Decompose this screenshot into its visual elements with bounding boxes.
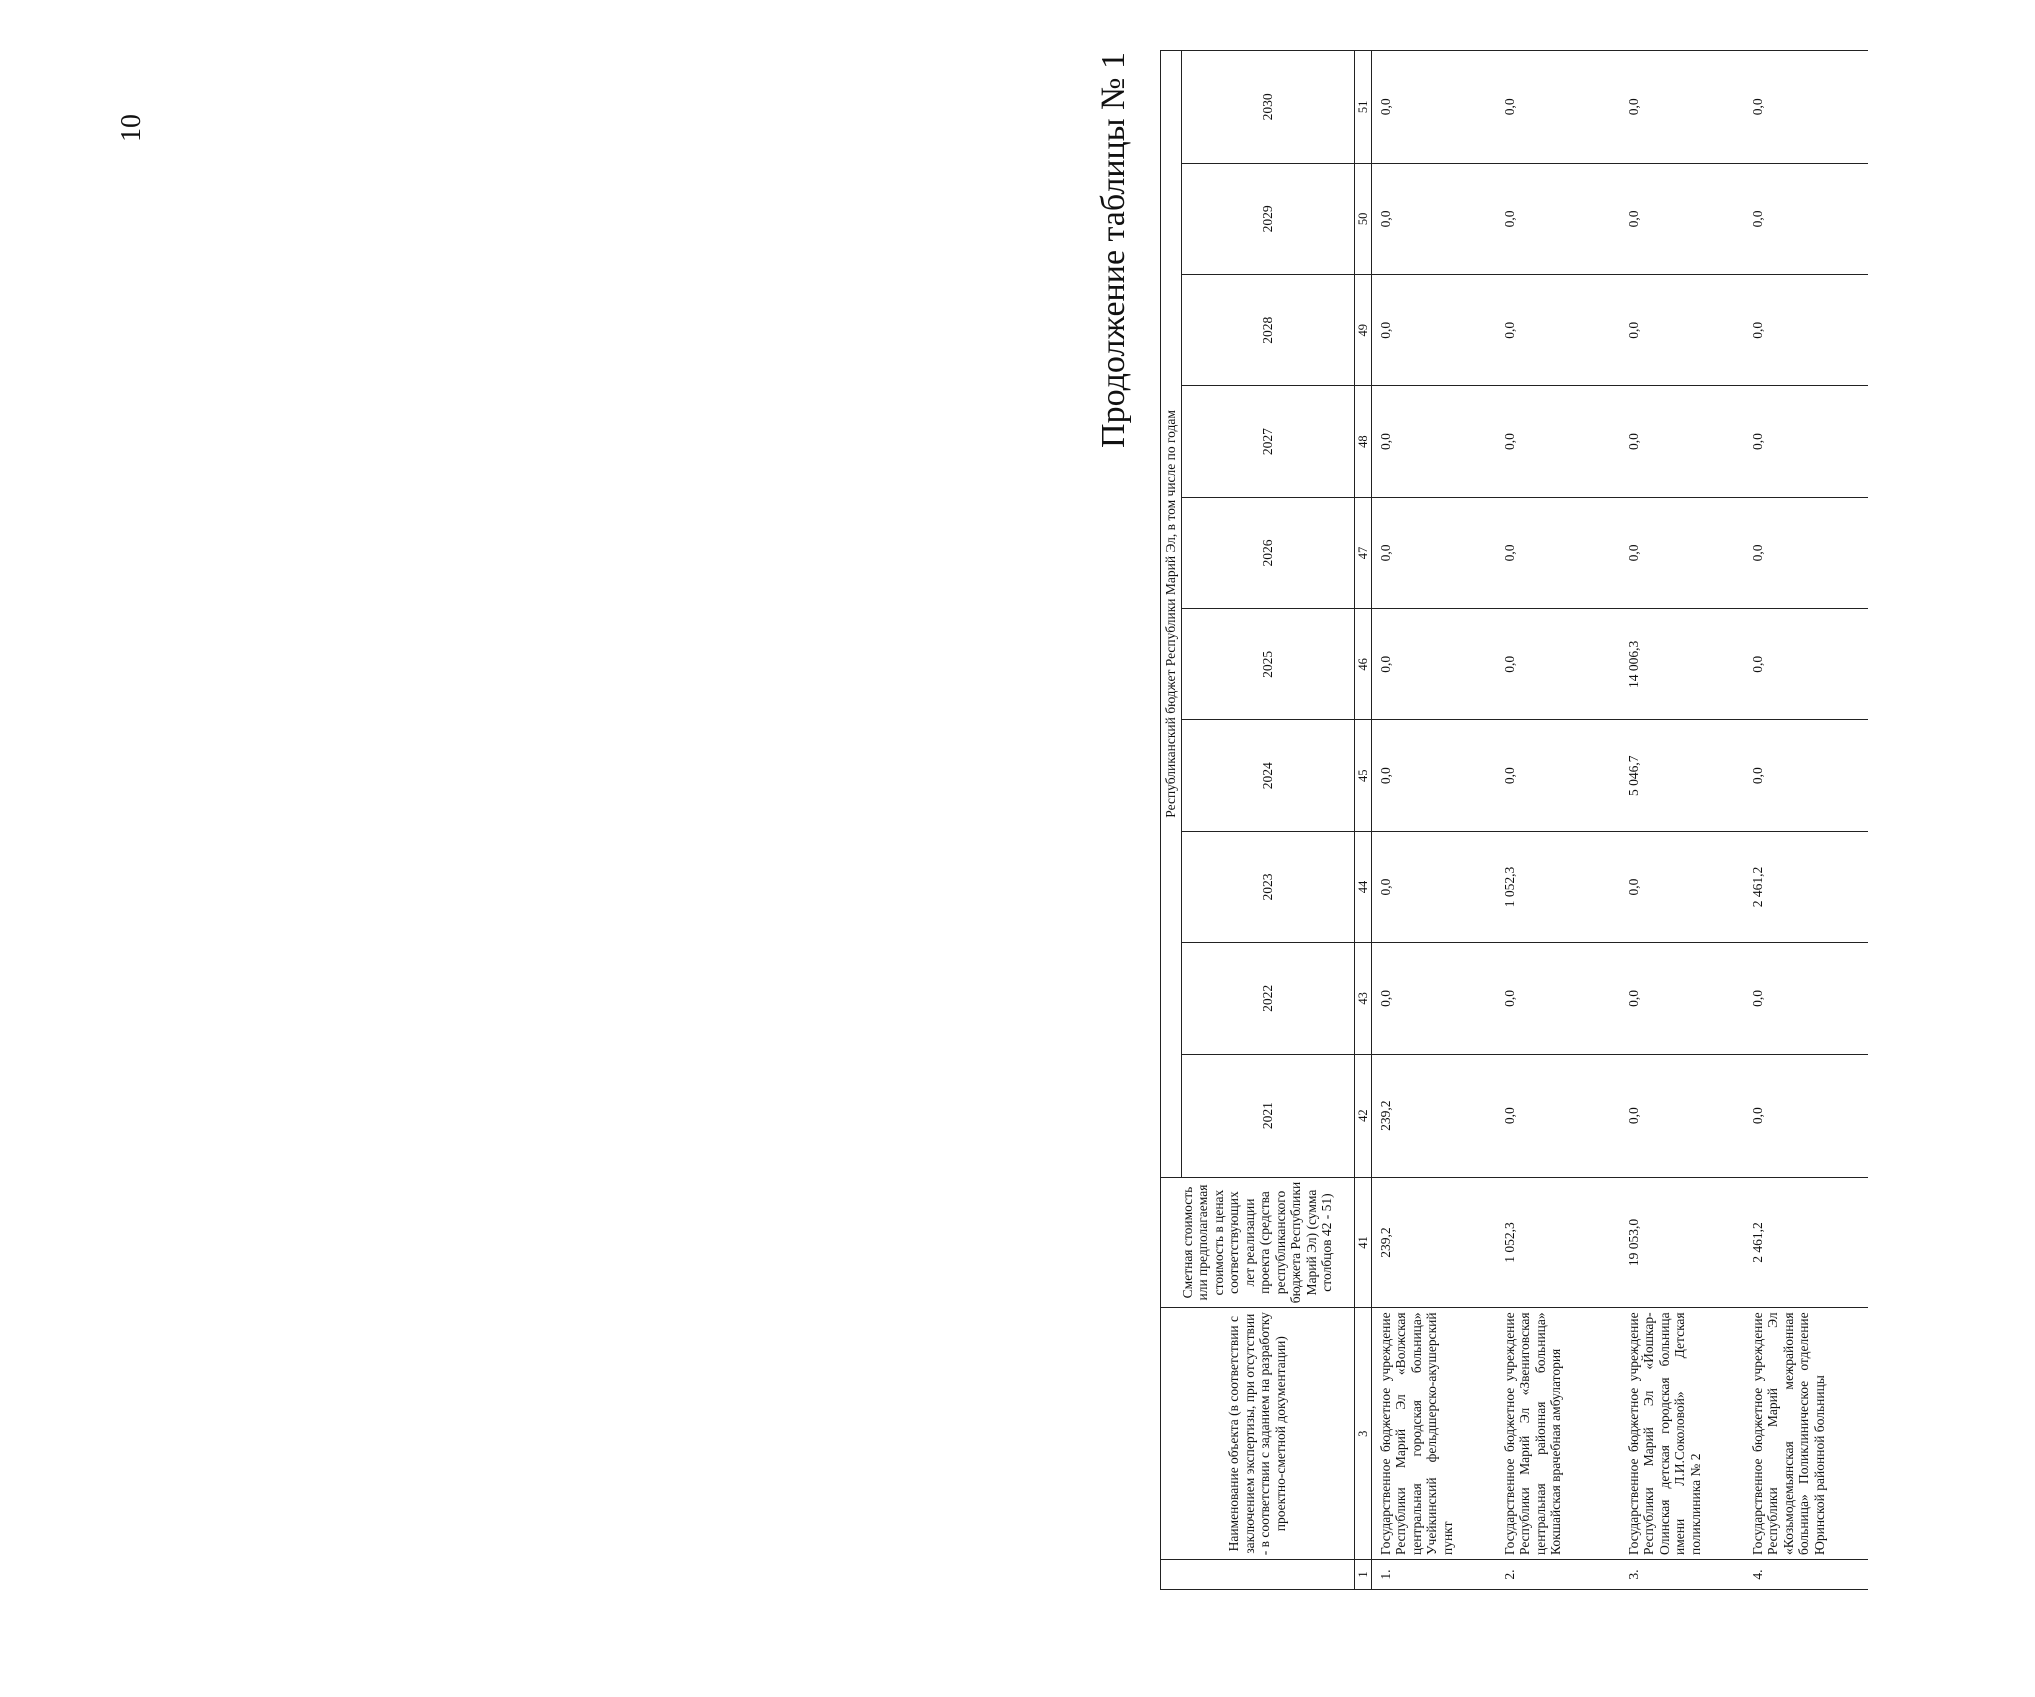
total-cost: 239,2 bbox=[1371, 1177, 1496, 1308]
column-number: 3 bbox=[1354, 1308, 1371, 1560]
column-number: 46 bbox=[1354, 609, 1371, 720]
column-number: 50 bbox=[1354, 163, 1371, 274]
year-value: 0,0 bbox=[1496, 51, 1620, 164]
year-value: 0,0 bbox=[1744, 163, 1868, 274]
year-value: 0,0 bbox=[1744, 943, 1868, 1054]
year-value: 0,0 bbox=[1496, 1054, 1620, 1177]
header-rownum-blank bbox=[1161, 1560, 1355, 1590]
year-value: 0,0 bbox=[1620, 497, 1744, 608]
year-header: 2027 bbox=[1181, 386, 1354, 497]
column-number: 48 bbox=[1354, 386, 1371, 497]
year-header: 2022 bbox=[1181, 943, 1354, 1054]
table-row bbox=[1620, 51, 1744, 1590]
header-object-name: Наименование объекта (в соответствии с заключением экспертизы, при отсутствии - в соответствии с заданием на разработку проектно-сметной документации) bbox=[1161, 1308, 1355, 1560]
year-value: 0,0 bbox=[1620, 1054, 1744, 1177]
row-number: 1. bbox=[1371, 1560, 1496, 1590]
year-value: 5 046,7 bbox=[1620, 720, 1744, 831]
year-value: 0,0 bbox=[1371, 275, 1496, 386]
header-republican-budget: Республиканский бюджет Республики Марий Эл, в том числе по годам bbox=[1161, 51, 1182, 1178]
year-value: 0,0 bbox=[1620, 943, 1744, 1054]
year-value: 0,0 bbox=[1371, 720, 1496, 831]
year-value: 0,0 bbox=[1744, 609, 1868, 720]
object-name: Государственное бюджетное учреждение Республики Марий Эл «Звениговская центральная районная больница» Кокшайская врачебная амбулатория bbox=[1496, 1308, 1620, 1560]
year-value: 0,0 bbox=[1620, 51, 1744, 164]
year-value: 0,0 bbox=[1496, 163, 1620, 274]
year-value: 239,2 bbox=[1371, 1054, 1496, 1177]
year-value: 0,0 bbox=[1371, 386, 1496, 497]
year-value: 0,0 bbox=[1371, 943, 1496, 1054]
header-row-1 bbox=[1161, 51, 1182, 1590]
column-number: 44 bbox=[1354, 831, 1371, 942]
column-number: 49 bbox=[1354, 275, 1371, 386]
column-number: 51 bbox=[1354, 51, 1371, 164]
year-value: 0,0 bbox=[1744, 51, 1868, 164]
year-header: 2021 bbox=[1181, 1054, 1354, 1177]
column-number: 43 bbox=[1354, 943, 1371, 1054]
column-number: 1 bbox=[1354, 1560, 1371, 1590]
column-number: 41 bbox=[1354, 1177, 1371, 1308]
table-row bbox=[1371, 51, 1496, 1590]
year-value: 0,0 bbox=[1620, 275, 1744, 386]
column-number: 47 bbox=[1354, 497, 1371, 608]
year-value: 0,0 bbox=[1744, 386, 1868, 497]
total-cost: 2 461,2 bbox=[1744, 1177, 1868, 1308]
total-cost: 1 052,3 bbox=[1496, 1177, 1620, 1308]
year-value: 0,0 bbox=[1496, 497, 1620, 608]
year-value: 1 052,3 bbox=[1496, 831, 1620, 942]
year-value: 0,0 bbox=[1496, 386, 1620, 497]
object-name: Государственное бюджетное учреждение Республики Марий Эл «Козьмодемьянская межрайонная больница» Поликлиническое отделение Юринской районной больницы bbox=[1744, 1308, 1868, 1560]
row-number: 2. bbox=[1496, 1560, 1620, 1590]
year-value: 0,0 bbox=[1620, 163, 1744, 274]
year-header: 2029 bbox=[1181, 163, 1354, 274]
year-value: 0,0 bbox=[1371, 163, 1496, 274]
year-header: 2030 bbox=[1181, 51, 1354, 164]
header-estimated-cost: Сметная стоимость или предполагаемая стоимость в ценах соответствующих лет реализации проекта (средства республиканского бюджета Республики Марий Эл) (сумма столбцов 42 - 51) bbox=[1161, 1177, 1355, 1308]
year-value: 0,0 bbox=[1371, 609, 1496, 720]
year-value: 0,0 bbox=[1620, 831, 1744, 942]
year-value: 0,0 bbox=[1744, 1054, 1868, 1177]
row-number: 3. bbox=[1620, 1560, 1744, 1590]
year-header: 2028 bbox=[1181, 275, 1354, 386]
year-value: 0,0 bbox=[1371, 497, 1496, 608]
year-value: 0,0 bbox=[1496, 720, 1620, 831]
year-value: 0,0 bbox=[1371, 51, 1496, 164]
table-row bbox=[1744, 51, 1868, 1590]
year-value: 14 006,3 bbox=[1620, 609, 1744, 720]
budget-table bbox=[1160, 50, 1868, 1590]
total-cost: 19 053,0 bbox=[1620, 1177, 1744, 1308]
year-header: 2026 bbox=[1181, 497, 1354, 608]
year-header: 2024 bbox=[1181, 720, 1354, 831]
year-value: 0,0 bbox=[1371, 831, 1496, 942]
page-number: 10 bbox=[116, 114, 147, 142]
table-row bbox=[1496, 51, 1620, 1590]
rotated-page-content bbox=[1035, 50, 2035, 1590]
year-value: 0,0 bbox=[1496, 943, 1620, 1054]
year-value: 0,0 bbox=[1744, 497, 1868, 608]
object-name: Государственное бюджетное учреждение Республики Марий Эл «Йошкар-Олинская детская городская больница имени Л.И.Соколовой» Детская поликлиника № 2 bbox=[1620, 1308, 1744, 1560]
year-value: 0,0 bbox=[1496, 275, 1620, 386]
year-value: 0,0 bbox=[1744, 720, 1868, 831]
column-number: 45 bbox=[1354, 720, 1371, 831]
column-number: 42 bbox=[1354, 1054, 1371, 1177]
table-title: Продолжение таблицы № 1 bbox=[1095, 52, 1132, 448]
year-header: 2023 bbox=[1181, 831, 1354, 942]
year-value: 0,0 bbox=[1744, 275, 1868, 386]
column-number-row bbox=[1354, 51, 1371, 1590]
row-number: 4. bbox=[1744, 1560, 1868, 1590]
year-value: 2 461,2 bbox=[1744, 831, 1868, 942]
object-name: Государственное бюджетное учреждение Республики Марий Эл «Волжская центральная городская больница» Учейкинский фельдшерско-акушерский пункт bbox=[1371, 1308, 1496, 1560]
year-header: 2025 bbox=[1181, 609, 1354, 720]
year-value: 0,0 bbox=[1496, 609, 1620, 720]
year-value: 0,0 bbox=[1620, 386, 1744, 497]
